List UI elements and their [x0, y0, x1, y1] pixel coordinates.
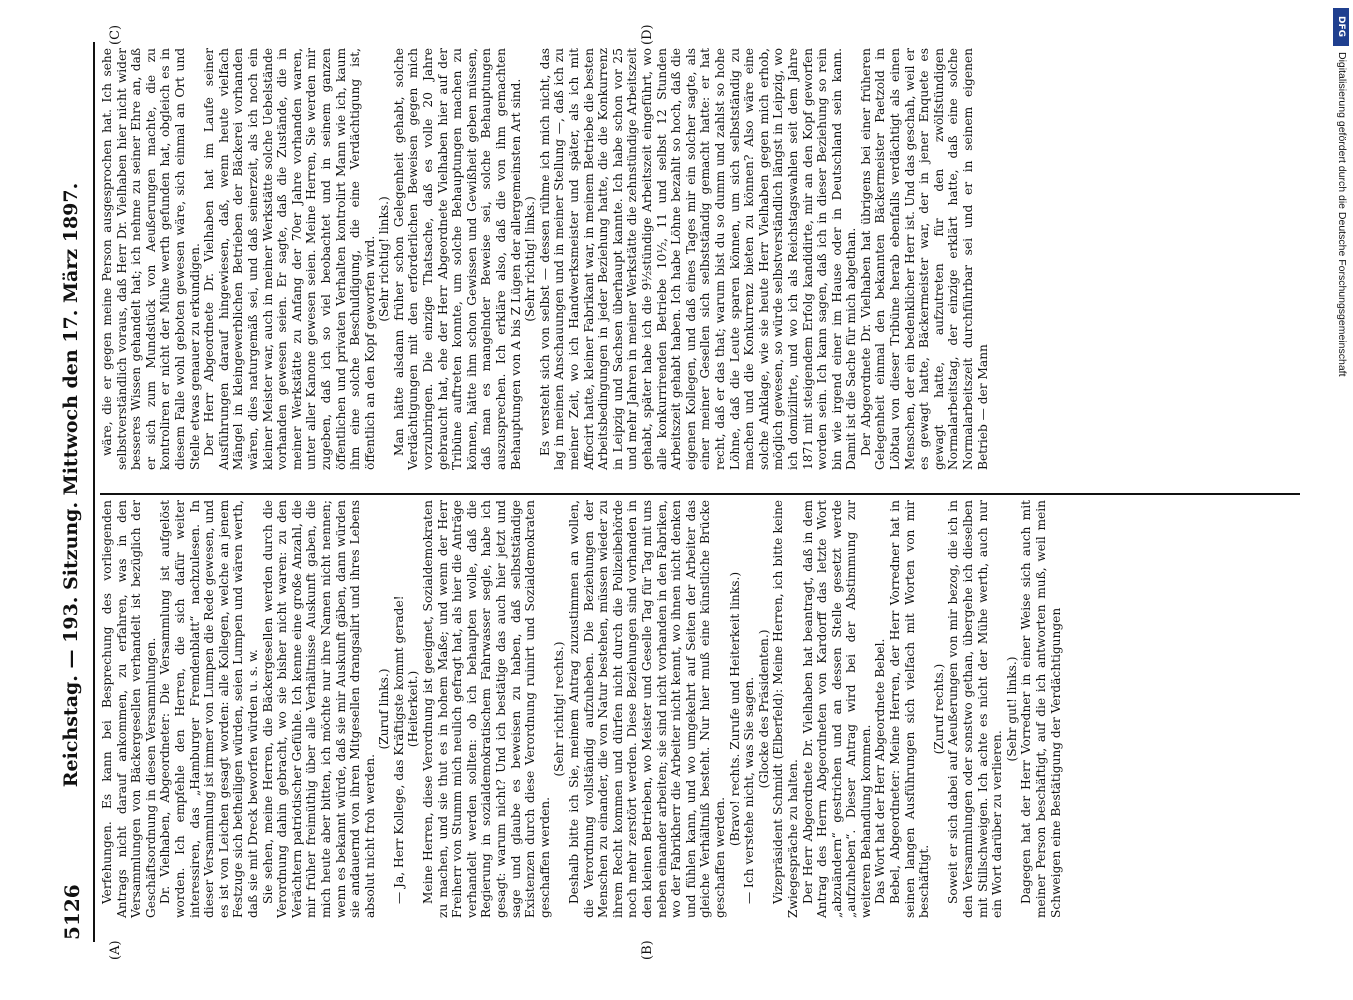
paragraph: — Ich verstehe nicht, was Sie sagen. [742, 676, 757, 904]
interjection: (Glocke des Präsidenten.) [756, 629, 771, 789]
paragraph: Verfehungen. Es kann bei Besprechung des vorliegenden Antrags nicht darauf ankommen, zu erfahren, was in den Versammlungen von Bäckergesellen verhandelt ist bezüglich der Geschäftsordnung in diesen Versammlungen. [100, 500, 158, 918]
paragraph: Es versteht sich von selbst — dessen rühme ich mich nicht, das lag in meinen Anschauungen und in meiner Stellung —, daß ich zu meiner Zeit, wo ich Handwerksmeister und später, als ich mit Affocirt hatte, kleiner Fabrikant war, in meinem Betriebe die besten Arbeitsbedingungen in jeder Beziehung hatte, die die Konkurrenz in Leipzig und Sachsen überhaupt kannte. Ich habe schon vor 25 und mehr Jahren in meiner Werkstätte die zehnstündige Arbeitszeit gehabt, später habe ich die 9½stündige Arbeitszeit eingeführt, wo alle konkurrirenden Betriebe 10½, 11 und selbst 12 Stunden Arbeitszeit gehabt haben. Ich habe Löhne bezahlt so hoch, daß die eigenen Kollegen, und daß eines Tages mir ein solcher sagte, als einer meiner Gesellen sich selbstständig gemacht hatte: er hat recht, daß er das that; warum bist du so dumm und zahlst so hohe Löhne, daß die Leute sparen können, um sich selbstständig zu machen und die Konkurrenz bieten zu können? Also wäre eine solche Anklage, wie sie heute Herr Vielhaben gegen mich erhob, möglich gewesen, so würde selbstverständlich längst in Leipzig, wo ich domizilirte, und wo ich als Reichstagswahlen seit dem Jahre 1871 mit steigendem Erfolg kandidirte, mir an den Kopf geworfen worden sein. Ich kann sagen, daß ich in dieser Beziehung so rein bin wie irgend einer im Hause oder in Deutschland sein kann. Damit ist die Sache für mich abgethan. [537, 48, 859, 470]
paragraph: Soweit er sich dabei auf Aeußerungen von mir bezog, die ich in den Versammlungen oder sonstwo gethan, übergehe ich dieselben mit Stillschweigen. Ich achte es nicht der Mühe werth, auch nur ein Wort darüber zu verlieren. [946, 500, 1005, 918]
interjection: (Sehr gut! links.) [1004, 656, 1019, 762]
paragraph: Das Wort hat der Herr Abgeordnete Bebel. [873, 638, 888, 904]
paragraph: Sie sehen, meine Herren, die Bäckergesellen werden durch die Verordnung dahin gebracht, wo sie bisher nicht waren: zu den Verächtern patriotischer Gefühle. Ich kenne eine große Anzahl, die mir früher freimüthig über alle Verhältnisse Auskunft gaben, die mich heute aber bitten, ich möchte nur ihre Namen nicht nennen; wenn es bekannt würde, daß sie mir Auskunft gäben, dann würden sie andauernd von ihren Mitgesellen drangsalirt und ihres Lebens absolut nicht froh werden. [260, 500, 377, 918]
margin-mark-d: (D) [640, 24, 655, 45]
paragraph: Deshalb bitte ich Sie, meinem Antrag zuzustimmen an wollen, die Verordnung vollständig aufzuheben. Die Beziehungen der Menschen zu einander, die von Natur bestehen, müssen wieder zu ihrem Recht kommen und dürfen nicht durch die Polizeibehörde noch mehr zerstört werden. Diese Beziehungen sind vorhanden in den kleinen Betrieben, wo Meister und Geselle Tag für Tag mit uns neben einander arbeiten; sie sind nicht vorhanden in den Fabriken, wo der Fabrikherr die Arbeiter nicht kennt, wo ihnen nicht denken und fühlen kann, und wo umgekehrt auf Seiten der Arbeiter das gleiche Verhältniß besteht. Nur hier muß eine künstliche Brücke geschaffen werden. [567, 500, 727, 918]
paragraph: — Ja, Herr Kollege, das Kräftigste kommt gerade! [391, 595, 406, 904]
header-rule [93, 42, 95, 942]
interjection: (Sehr richtig! links.) [377, 196, 392, 322]
paragraph: Bebel, Abgeordneter: Meine Herren, der Herr Vorredner hat in seinen langen Ausführungen sich vielfach mit Worten von mir beschäftigt. [888, 500, 932, 918]
paragraph: Vizepräsident Schmidt (Elberfeld): Meine Herren, ich bitte keine Zwiegespräche zu halten. [771, 500, 800, 918]
interjection: (Sehr richtig! links.) [523, 196, 538, 322]
page-header [60, 30, 90, 940]
paragraph: wäre, die er gegen meine Person ausgesprochen hat. Ich sehe selbstverständlich voraus, daß Herr Dr. Vielhaben hier nicht wider besseres Wissen gehandelt hat; ich nehme zu seiner Ehre an, daß er sich zum Mundstück von Aeußerungen machte, die zu kontroliren er nicht der Mühe werth gefunden hat, obgleich es in diesem Falle wohl geboten gewesen wäre, sich einmal an Ort und Stelle etwas genauer zu erkundigen. [100, 48, 202, 470]
right-column [100, 48, 990, 470]
paragraph: Der Herr Abgeordnete Dr. Vielhaben hat im Laufe seiner Ausführungen darauf hingewiesen, daß, wenn heute vielfach Mängel in kleingewerblichen Betrieben der Bäckerei vorhanden wären, dies naturgemäß sei, und daß seinerzeit, als ich noch ein kleiner Meister war, auch in meiner Werkstätte solche Uebelstände vorhanden gewesen seien. Er sagte, daß die Zustände, die in meiner Werkstätte zu Anfang der 70er Jahre vorhanden waren, unter aller Kanone gewesen seien. Meine Herren, Sie werden mir zugeben, daß ich so viel beobachtet und in seinem ganzen öffentlichen und privaten Verhalten kontrolirt Mann wie ich, kaum ihm eine solche Beschuldigung, die eine Verdächtigung ist, öffentlich an den Kopf geworfen wird. [202, 48, 377, 470]
paragraph: Meine Herren, diese Verordnung ist geeignet, Sozialdemokraten zu machen, und sie thut es in hohem Maße; und wenn der Herr Freiherr von Stumm mich neulich gefragt hat, als hier die Anträge verhandelt werden sollten: ob ich behaupten wolle, daß die Regierung in sozialdemokratischem Fahrwasser segle, habe ich gesagt: warum nicht? Und ich bestätige das auch hier jetzt und sage und glaube es beweisen zu haben, daß selbstständige Existenzen durch diese Verordnung ruinirt und Sozialdemokraten geschaffen werden. [421, 500, 552, 918]
margin-mark-b: (B) [640, 940, 655, 960]
paragraph: Man hätte alsdann früher schon Gelegenheit gehabt, solche Verdächtigungen mit den erforderlichen Beweisen gegen mich vorzubringen. Die einzige Thatsache, daß es volle 20 Jahre gebraucht hat, ehe der Herr Abgeordnete Vielhaben hier auf der Tribüne auftreten konnte, um solche Behauptungen machen zu können, hätte ihm schon Gewissen und Gewißheit geben müssen, daß man es mangelnder Beweise sei, solche Behauptungen auszusprechen. Ich erkläre also, daß die von ihm gemachten Behauptungen von A bis Z Lügen der allergemeinsten Art sind. [391, 48, 523, 470]
interjection: (Zuruf links.) [377, 668, 392, 750]
running-title: Reichstag. — 193. Sitzung. Mittwoch den 17. März 1897. [60, 182, 82, 788]
margin-mark-c: (C) [108, 24, 123, 45]
interjection: (Bravo! rechts. Zurufe und Heiterkeit links.) [727, 571, 742, 847]
paragraph: Dagegen hat der Herr Vorredner in einer Weise sich auch mit meiner Person beschäftigt, auf die ich antworten muß, weil mein Schweigen eine Bestätigung der Verdächtigungen [1019, 500, 1063, 918]
interjection: (Sehr richtig! rechts.) [552, 641, 567, 777]
paragraph: Der Abgeordnete Dr. Vielhaben hat übrigens bei einer früheren Gelegenheit einmal den bekannten Bäckermeister Paetzold in Löbtau von dieser Tribüne herab ebenfalls verdächtigt als einen Menschen, der ein bedenklicher Herr ist. Und das geschah, weil er es gewagt hatte, Bäckermeister war, der in jener Enquete es gewagt hatte, aufzutreten für den zwölfstündigen Normalarbeitstag, der einzige erklärt hatte, daß eine solche Normalarbeitszeit durchführbar sei und er in seinem eigenen Betrieb — der Mann [858, 48, 990, 470]
interjection: (Heiterkeit.) [406, 670, 421, 748]
digitization-credit: Digitalisierung gefördert durch die Deutsche Forschungsgemeinschaft [1336, 52, 1348, 377]
paragraph: Dr. Vielhaben, Abgeordneter: Die Versammlung ist aufgelöst worden. Ich empfehle den Herren, die sich dafür weiter interessiren, das „Hamburger Fremdenblatt“ nachzulesen. In dieser Versammlung ist immer von Lumpen die Rede gewesen, und es ist von Leichen gesagt worden: alle Kollegen, welche an jenem Festzuge sich betheiligen würden, seien Lumpen und wären werth, daß sie mit Dreck beworfen würden u. s. w. [158, 500, 260, 918]
dfg-logo: DFG [1333, 8, 1349, 46]
column-divider [100, 494, 1300, 496]
paragraph: Der Herr Abgeordnete Dr. Vielhaben hat beantragt, daß in dem Antrag des Herrn Abgeordneten von Kardorff das letzte Wort „abzuändern“ gestrichen und an dessen Stelle gesetzt werde „aufzuheben“. Dieser Antrag wird bei der Abstimmung zur weiteren Behandlung kommen. [800, 500, 873, 918]
margin-mark-a: (A) [108, 940, 123, 960]
dfg-sidebar [1330, 8, 1352, 998]
page-number: 5126 [60, 884, 84, 940]
interjection: (Zuruf rechts.) [931, 663, 946, 755]
left-column [100, 500, 1063, 918]
